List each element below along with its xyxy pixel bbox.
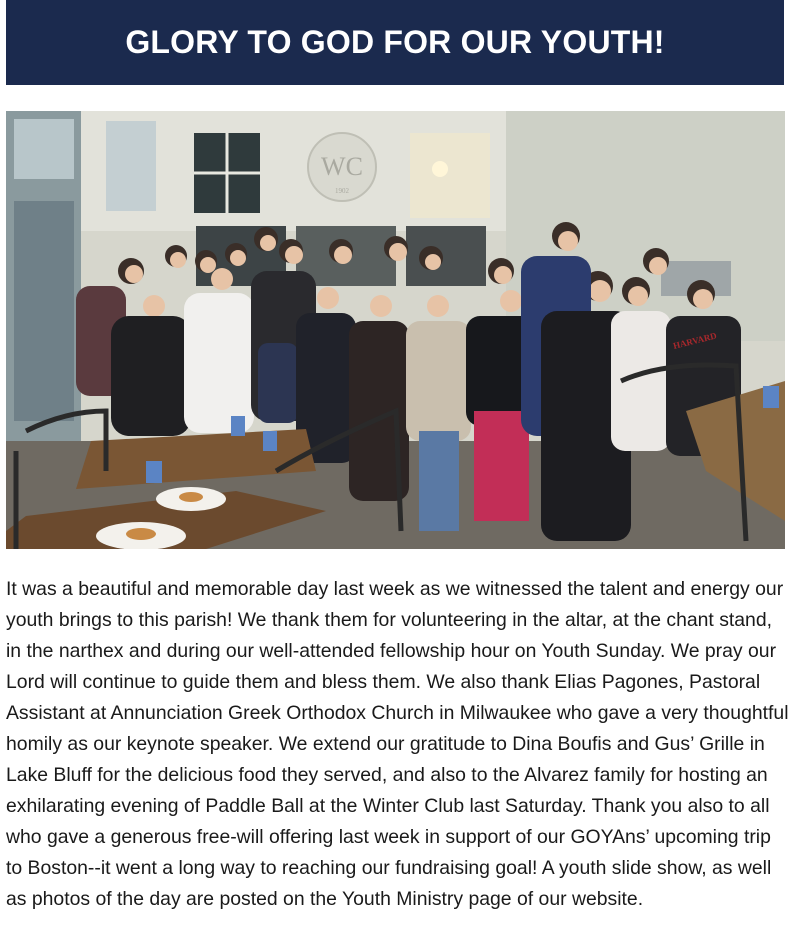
article-paragraph: It was a beautiful and memorable day last week as we witnessed the talent and energy our youth brings to this parish! We thank them for volunteering in the altar, at the chant stand, in the narthex and during our well-attended fellowship hour on Youth Sunday. We pray our Lord will continue to guide them and bless them. We also thank Elias Pagones, Pastoral Assistant at Annunciation Greek Orthodox Church in Milwaukee who gave a very thoughtful homily as our keynote speaker. We extend our gratitude to Dina Boufis and Gus’ Grille in Lake Bluff for the delicious food they served, and also to the Alvarez family for hosting an exhilarating evening of Paddle Ball at the Winter Club last Saturday. Thank you also to all who gave a generous free-will offering last week in support of our GOYAns’ upcoming trip to Boston--it went a long way to reaching our fundraising goal! A youth slide show, as well as photos of the day are posted on the Youth Ministry page of our website. xyxy=(6,578,789,910)
wc-logo-monogram: WC xyxy=(321,152,363,181)
page-title-banner xyxy=(6,0,784,85)
page-title: GLORY TO GOD FOR OUR YOUTH! xyxy=(125,24,665,60)
harvard-sweatshirt-text: HARVARD xyxy=(672,330,718,351)
youth-group-photo xyxy=(6,111,785,549)
youth-group-photo-illustration xyxy=(6,111,785,549)
wc-logo-year: 1902 xyxy=(335,187,349,195)
